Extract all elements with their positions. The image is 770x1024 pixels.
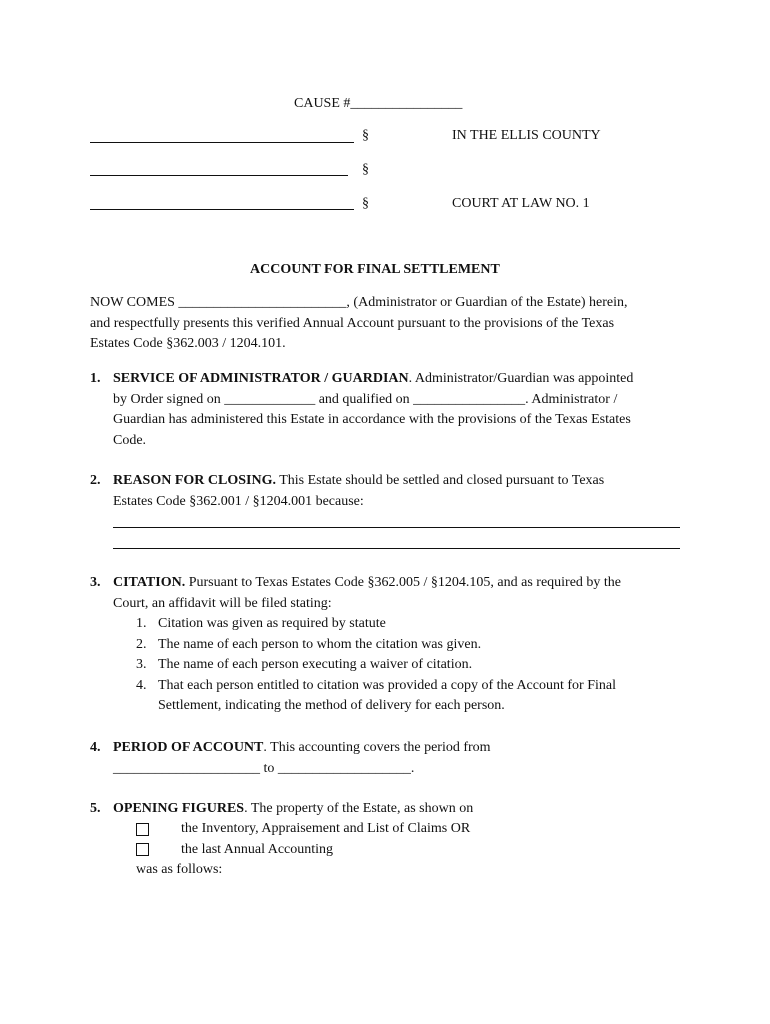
citation-item-continuation: Settlement, indicating the method of delivery for each person. [158, 698, 505, 713]
cause-number: CAUSE #________________ [294, 96, 463, 111]
court-name-line-1: IN THE ELLIS COUNTY [452, 128, 601, 143]
section-1-text: Guardian has administered this Estate in accordance with the provisions of the Texas Estates [113, 412, 631, 427]
section-1-body [113, 369, 633, 451]
section-4-heading: PERIOD OF ACCOUNT [113, 740, 264, 755]
document-title: ACCOUNT FOR FINAL SETTLEMENT [250, 262, 500, 277]
citation-item-text: That each person entitled to citation was provided a copy of the Account for Final [158, 678, 616, 693]
section-4-text: _____________________ to ___________________. [113, 760, 415, 776]
section-symbol-3: § [362, 196, 369, 211]
section-4-body [113, 738, 491, 779]
party-line-1 [90, 142, 354, 143]
section-3-text: Pursuant to Texas Estates Code §362.005 / §1204.105, and as required by the [185, 575, 622, 590]
section-5-text: . The property of the Estate, as shown on [244, 801, 474, 816]
section-3-number: 3. [90, 575, 101, 590]
section-4-text: . This accounting covers the period from [263, 740, 491, 755]
annual-accounting-option-label: the last Annual Accounting [181, 842, 334, 857]
citation-item-text: The name of each person to whom the citation was given. [158, 637, 482, 652]
inventory-option-label: the Inventory, Appraisement and List of Claims OR [181, 821, 471, 836]
reason-blank-line-1 [113, 527, 680, 528]
section-2-number: 2. [90, 473, 101, 488]
citation-item-text: Citation was given as required by statute [158, 616, 386, 631]
section-1-heading: SERVICE OF ADMINISTRATOR / GUARDIAN [113, 371, 409, 386]
inventory-checkbox[interactable] [136, 823, 149, 836]
citation-item-number: 2. [136, 637, 147, 652]
section-symbol-2: § [362, 162, 369, 177]
section-5-body [113, 799, 473, 820]
intro-paragraph [90, 293, 628, 355]
party-line-3 [90, 209, 354, 210]
section-5-heading: OPENING FIGURES [113, 801, 245, 816]
section-2-body [113, 471, 604, 512]
section-3-body [113, 573, 621, 614]
section-symbol-1: § [362, 128, 369, 143]
citation-item-number: 1. [136, 616, 147, 631]
section-1-text: . Administrator/Guardian was appointed [408, 371, 634, 386]
section-1-text: Code. [113, 432, 147, 448]
court-name-line-2: COURT AT LAW NO. 1 [452, 196, 590, 211]
section-5-number: 5. [90, 801, 101, 816]
section-3-text: Court, an affidavit will be filed stating: [113, 595, 332, 611]
citation-item-number: 4. [136, 678, 147, 693]
citation-item-number: 3. [136, 657, 147, 672]
party-line-2 [90, 175, 348, 176]
section-1-text: by Order signed on _____________ and qualified on ________________. Administrator / [113, 391, 618, 407]
section-2-text: This Estate should be settled and closed pursuant to Texas [275, 473, 605, 488]
section-2-heading: REASON FOR CLOSING. [113, 473, 276, 488]
citation-item-text: The name of each person executing a waiver of citation. [158, 657, 473, 672]
section-3-heading: CITATION. [113, 575, 186, 590]
reason-blank-line-2 [113, 548, 680, 549]
section-4-number: 4. [90, 740, 101, 755]
intro-line: NOW COMES ________________________, (Administrator or Guardian of the Estate) herein, [90, 295, 628, 310]
intro-line: Estates Code §362.003 / 1204.101. [90, 336, 286, 351]
annual-accounting-checkbox[interactable] [136, 843, 149, 856]
section-5-text: was as follows: [136, 862, 223, 877]
intro-line: and respectfully presents this verified Annual Account pursuant to the provisions of the Texas [90, 315, 615, 331]
section-1-number: 1. [90, 371, 101, 386]
section-2-text: Estates Code §362.001 / §1204.001 because: [113, 493, 364, 509]
